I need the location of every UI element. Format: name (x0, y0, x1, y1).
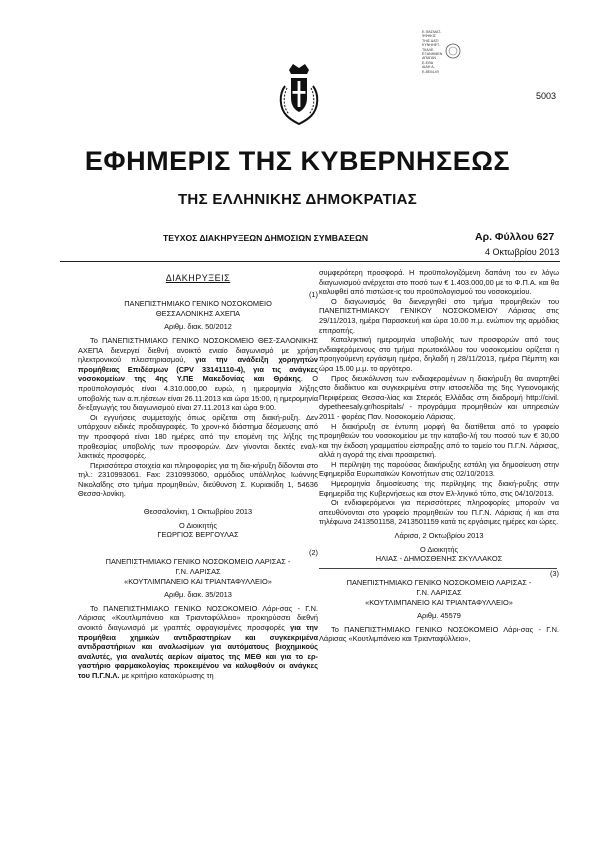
notice-number: (2) (308, 547, 318, 557)
left-column (78, 268, 318, 681)
digital-signature-stamp (422, 30, 464, 74)
organization-name: ΘΕΣΣΑΛΟΝΙΚΗΣ ΑΧΕΠΑ (155, 308, 241, 318)
paragraph-text: . Ο προϋπολογισμός είναι 4.310.000,00 ευρώ, η ημερομηνία λήξης υποβολής των α.π.ηέσεων είναι 26.11.2013 και ώρα 15:00, η ημερομηνία δι-εξαγωγής του διαγωνισμού είναι 27.11.2013 και ώρα 9:00. (78, 374, 319, 413)
signatory-title: Ο Διοικητής (178, 520, 218, 530)
paragraph-bold-text: για την ανάδειξη χορηγητών προμήθειας Επιδέσμων (CPV 33141110-4), για τις ανάγκες νοσοκομείων της 4ης Υ.ΠΕ Μακεδονίας και Θράκης (78, 355, 318, 384)
signatory-name: ΗΛΙΑΣ - ΔΗΜΟΣΘΕΝΗΣ ΣΚΥΛΛΑΚΟΣ (375, 554, 503, 564)
stamp-line: ΔΙΑΗ Α- (422, 65, 435, 70)
header-divider (60, 261, 560, 262)
notice-paragraph: Οι ενδιαφερόμενοι για περισσότερες πληροφορίες μπορούν να απευθύνονται στο γραφείο προμηθειών του Π.Γ.Ν. Λάρισας ή και στα τηλέφωνα 2413501158, 2413501159 κατά τις εργάσιμες ημέρες και ώρες. (319, 498, 559, 527)
paragraph-text: Το ΠΑΝΕΠΙΣΤΗΜΙΑΚΟ ΓΕΝΙΚΟ ΝΟΣΟΚΟΜΕΙΟ Λάρι-σας - Γ.Ν. Λάρισας «Κουτλιμπάνειο και Τριανταφύλλειο» προκηρύσσει διεθνή ανοικτό διαγωνισμό με γραπτές σφραγισμένες προσφορές (78, 603, 318, 632)
stamp-line: ΕΞΑΝΗΜΕΝ (422, 52, 443, 57)
paragraph-bold-text: για την προμήθεια χημικών αντιδραστηρίων και συγκεκριμένα αντιδραστήριων και αναλωσίμων για αυτόματους βιοχημικούς αναλυτές, για αναλυτές αερίων αίματος της ΜΕΘ και για το ερ-γαστήριο φαρμακολογίας προκειμένου να καλυφθούν οι ανάγκες του Π.Γ.Ν.Λ. (78, 623, 318, 680)
declaration-number: Αριθμ. διακ. 50/2012 (164, 322, 232, 332)
paragraph-text: Το ΠΑΝΕΠΙΣΤΗΜΙΑΚΟ ΓΕΝΙΚΟ ΝΟΣΟΚΟΜΕΙΟ ΘΕΣ-ΣΑΛΟΝΙΚΗΣ ΑΧΕΠΑ διενεργεί διεθνή ανοικτό ενιαίο διαγωνισμό με χρήση ηλεκτρονικού πλειστηριασμού, (78, 335, 318, 365)
notice-paragraph: Ο διαγωνισμός θα διενεργηθεί στο τμήμα προμηθειών του ΠΑΝΕΠΙΣΤΗΜΙΑΚΟΥ ΓΕΝΙΚΟΥ ΝΟΣΟΚΟΜΕΙΟΥ Λάρισας στις 29/11/2013, ημέρα Παρασκευή και ώρα 10.00 π.μ. ενώπιον της αρμόδιας επιτροπής. (319, 296, 559, 335)
signatory-name: ΓΕΩΡΓΙΟΣ ΒΕΡΓΟΥΛΑΣ (157, 530, 239, 540)
organization-name: «ΚΟΥΤΛΙΜΠΑΝΕΙΟ ΚΑΙ ΤΡΙΑΝΤΑΦΥΛΛΕΙΟ» (124, 576, 272, 586)
notice-paragraph: Το ΠΑΝΕΠΙΣΤΗΜΙΑΚΟ ΓΕΝΙΚΟ ΝΟΣΟΚΟΜΕΙΟ Λάρι-σας - Γ.Ν. Λάρισας «Κουτλιμπάνειο και Τριανταφύλλειο», (319, 624, 559, 644)
notice-paragraph: Καταληκτική ημερομηνία υποβολής των προσφορών από τους ενδιαφερόμενους στο τμήμα πρωτοκόλλου του νοσοκομείου ορίζεται η προηγούμενη εργάσιμη ημέρα, δηλαδή η 28/11/2013, ημέρα Πέμπτη και ώρα 15.00 μ.μ. το αργότερο. (319, 335, 559, 373)
issue-type: ΤΕΥΧΟΣ ΔΙΑΚΗΡΥΞΕΩΝ ΔΗΜΟΣΙΩΝ ΣΥΜΒΑΣΕΩΝ (163, 233, 369, 243)
signatory-title: Ο Διοικητής (419, 544, 459, 554)
organization-name: ΠΑΝΕΠΙΣΤΗΜΙΑΚΟ ΓΕΝΙΚΟ ΝΟΣΟΚΟΜΕΙΟ (124, 299, 272, 309)
section-heading-text: ΔΙΑΚΗΡΥΞΕΙΣ (165, 273, 231, 283)
stamp-line: ΑΠΑΓΑΝ (422, 56, 437, 61)
notice-number: (1) (308, 289, 318, 299)
notice-paragraph (78, 604, 318, 681)
organization-name: ΠΑΝΕΠΙΣΤΗΜΙΑΚΟ ΓΕΝΙΚΟ ΝΟΣΟΚΟΜΕΙΟ ΛΑΡΙΣΑΣ - (105, 557, 291, 567)
stamp-line: Ε-8Ε04-ΙΘ (422, 69, 439, 74)
stamp-line: Ε-ΕΘΑ (422, 60, 434, 65)
stamp-line: ΤΗΙΣ ΔΑΤΙ (422, 38, 439, 43)
place-date: Θεσσαλονίκη, 1 Οκτωβρίου 2013 (143, 507, 253, 517)
notice-paragraph: συμφερότερη προσφορά. Η προϋπολογιζόμενη δαπάνη του εν λόγω διαγωνισμού ανέρχεται στο ποσό των € 1.403.000,00 με το Φ.Π.Α. και θα καλυφθεί από πιστώσε-ις του προϋπολογισμού του νοσοκομείου. (319, 268, 559, 297)
notice-paragraph: Η διακήρυξη σε έντυπη μορφή θα διατίθεται από το γραφείο προμηθειών του νοσοκομείου με την καταβο-λή του ποσού των € 30,00 και την έκδοση γραμματίου είσπραξης από το ταμείο του Π.Γ.Ν. Λάρισας, αλλά η αγορά της είναι προαιρετική. (319, 421, 559, 460)
greek-coat-of-arms-icon (277, 64, 321, 126)
page-number: 5003 (536, 91, 557, 101)
organization-name: ΠΑΝΕΠΙΣΤΗΜΙΑΚΟ ΓΕΝΙΚΟ ΝΟΣΟΚΟΜΕΙΟ ΛΑΡΙΣΑΣ - (346, 578, 532, 588)
notice-number: (3) (549, 568, 559, 578)
organization-name: «ΚΟΥΤΛΙΜΠΑΝΕΙΟ ΚΑΙ ΤΡΙΑΝΤΑΦΥΛΛΕΙΟ» (365, 597, 513, 607)
place-date: Λάρισα, 2 Οκτωβρίου 2013 (394, 531, 484, 541)
stamp-line: ΚΥΝΗΗΕΤ- (422, 43, 441, 48)
organization-name: Γ.Ν. ΛΑΡΙΣΑΣ (175, 567, 221, 577)
paragraph-text: με κριτήριο κατακύρωσης τη (119, 670, 214, 680)
notice-paragraph: Ημερομηνία δημοσίευσης της περίληψης της διακή-ρυξης στην Εφημερίδα της Κυβερνήσεως και στον Ελ-ληνικό τύπο, στις 04/10/2013. (319, 479, 559, 498)
organization-name: Γ.Ν. ΛΑΡΙΣΑΣ (416, 588, 462, 597)
stamp-line: ΤΙΙΑΛΕ (422, 47, 434, 52)
issue-date: 4 Οκτωβρίου 2013 (485, 247, 560, 257)
stamp-line: ΦΦΗΚΙΣ (422, 34, 436, 39)
gazette-subtitle: ΤΗΣ ΕΛΛΗΝΙΚΗΣ ΔΗΜΟΚΡΑΤΙΑΣ (177, 191, 418, 208)
stamp-seal-icon (442, 42, 464, 60)
notice-paragraph: Προς διευκόλυνση των ενδιαφερομένων η διακήρυξη θα αναρτηθεί στο διαδίκτυο και συγκεκριμένα στην ιστοσελίδα της 5ης Υγειονομικής Περιφέρειας Θεσσα-λίας και Στερεάς Ελλάδας στη διαδρομή http://civil. dypetheesaly.gr/hospitals/ - προγράμμα προμηθειών και υπηρεσιών 2011 - φορέας Παν. Νοσοκομείο Λάρισας. (319, 373, 559, 421)
issue-number: Αρ. Φύλλου 627 (475, 231, 555, 243)
notice-paragraph: Η περίληψη της παρούσας διακήρυξης εστάλη για δημοσίευση στην Εφημερίδα Ευρωπαϊκών Κοινοτήτων στις 02/10/2013. (319, 459, 559, 479)
notice-paragraph: Οι εγγυήσεις συμμετοχής όπως ορίζεται στη διακή-ρυξη. Δεν υπάρχουν ειδικές προδιαγραφές. Το χρονι-κό διάστημα δέσμευσης από την προσφορά είναι 180 ημέρες από την επομένη της λήξης της προθεσμίας υποβολής των προσφορών. Δεν γίνονται δεκτές εναλ-λακτικές προσφορές. (78, 412, 318, 461)
gazette-title: ΕΦΗΜΕΡΙΣ ΤΗΣ ΚΥΒΕΡΝΗΣΕΩΣ (84, 146, 511, 176)
section-heading (78, 274, 318, 284)
notice-paragraph (78, 336, 318, 413)
declaration-number: Αριθμ. 45579 (417, 611, 461, 621)
notice-paragraph: Περισσότερα στοιχεία και πληροφορίες για τη δια-κήρυξη δίδονται στο τηλ.: 2310993061. Fax: 2310993060, αρμόδιος υπάλληλος Ιωάννης Νικολαΐδης στο τμήμα προμηθειών, διεύθυνση Σ. Κυριακίδη 1, 54636 Θεσσα-λονίκη. (78, 460, 318, 499)
declaration-number: Αριθμ. διακ. 35/2013 (164, 590, 232, 600)
right-column (319, 268, 559, 644)
stamp-line: Ε-ΦΑΣΜΑΤ- (422, 30, 442, 34)
